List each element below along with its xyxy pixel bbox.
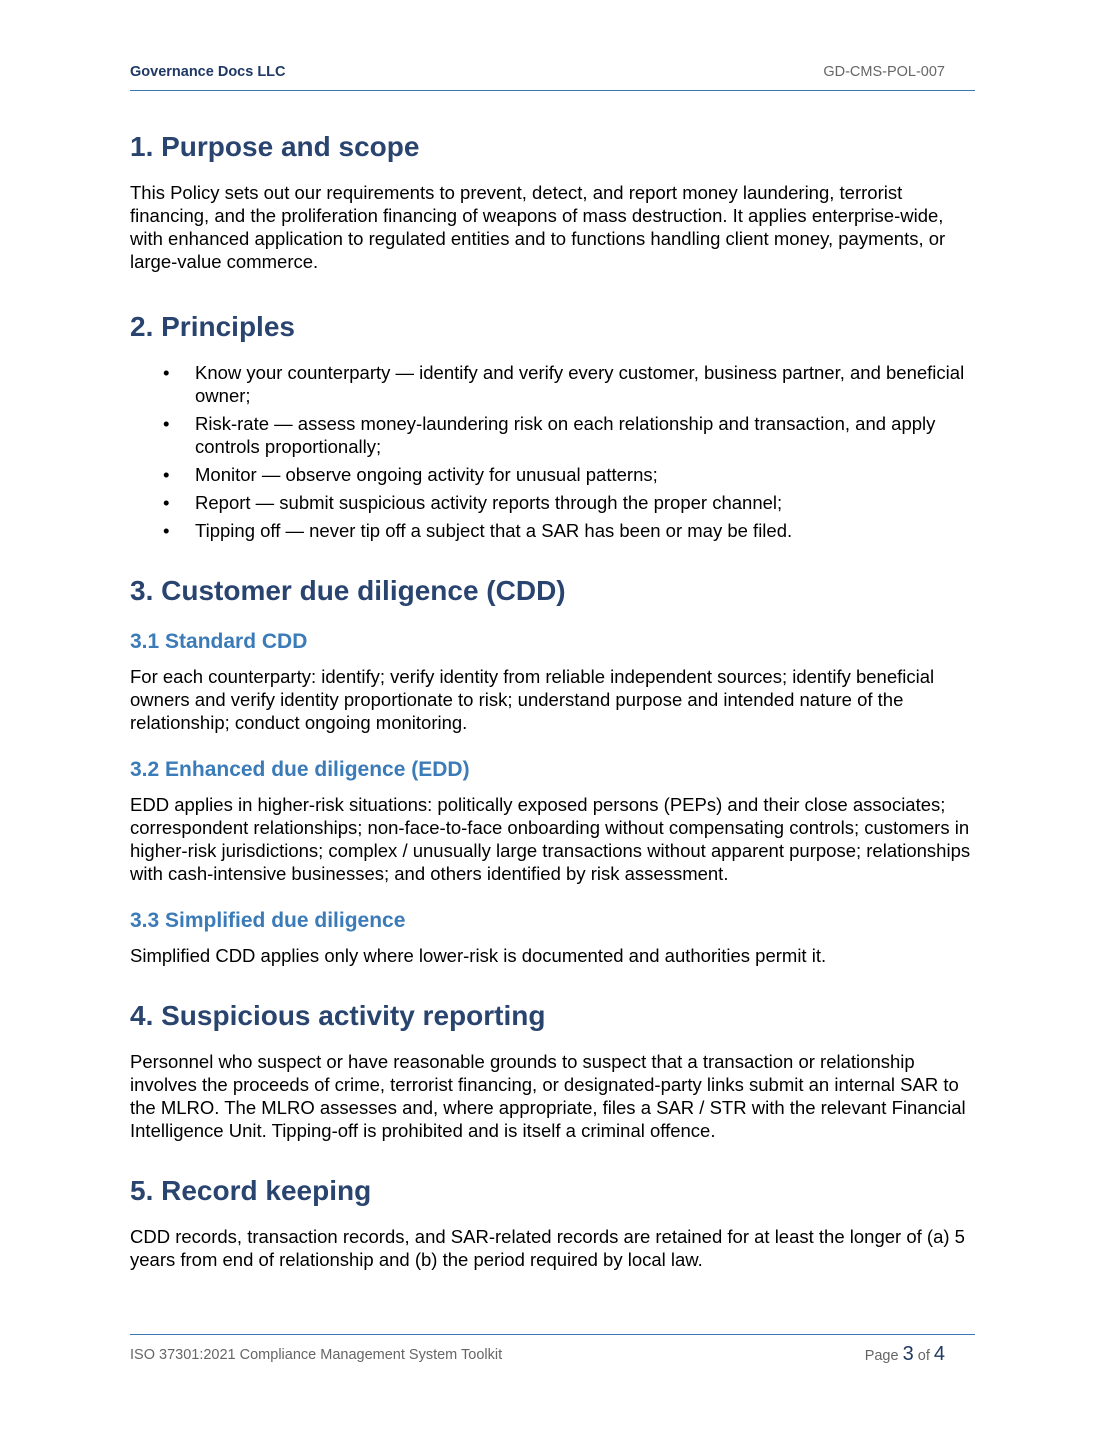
list-item xyxy=(130,519,975,542)
document-id: GD-CMS-POL-007 xyxy=(823,64,945,80)
principles-list xyxy=(130,361,975,542)
section-heading-purpose: 1. Purpose and scope xyxy=(130,131,420,162)
list-item-text: Monitor — observe ongoing activity for unusual patterns; xyxy=(195,464,658,485)
list-item-text: Tipping off — never tip off a subject that a SAR has been or may be filed. xyxy=(195,520,793,541)
list-item-text: Report — submit suspicious activity reports through the proper channel; xyxy=(195,492,783,513)
list-item xyxy=(130,361,975,407)
section-heading-records: 5. Record keeping xyxy=(130,1175,372,1206)
section-heading-cdd: 3. Customer due diligence (CDD) xyxy=(130,575,566,606)
standard-cdd-paragraph: For each counterparty: identify; verify identity from reliable independent sources; identify beneficial owners and verify identity proportionate to risk; understand purpose and intended nature of the relationship; conduct ongoing monitoring. xyxy=(130,666,935,733)
page-label: Page xyxy=(864,1348,899,1364)
document-body xyxy=(130,128,975,1271)
subheading-standard-cdd: 3.1 Standard CDD xyxy=(130,630,308,653)
bullet-glyph: • xyxy=(163,520,170,541)
page-footer xyxy=(130,1334,975,1365)
toolkit-name: ISO 37301:2021 Compliance Management System Toolkit xyxy=(130,1347,503,1363)
subheading-enhanced-dd: 3.2 Enhanced due diligence (EDD) xyxy=(130,758,470,781)
company-name: Governance Docs LLC xyxy=(130,64,286,80)
simplified-dd-paragraph: Simplified CDD applies only where lower-risk is documented and authorities permit it. xyxy=(130,945,827,966)
records-paragraph: CDD records, transaction records, and SAR-related records are retained for at least the longer of (a) 5 years from end of relationship and (b) the period required by local law. xyxy=(130,1226,965,1270)
page-total: 4 xyxy=(933,1343,945,1365)
bullet-glyph: • xyxy=(163,492,170,513)
purpose-paragraph: This Policy sets out our requirements to prevent, detect, and report money laundering, terrorist financing, and the proliferation financing of weapons of mass destruction. It applies enterprise-wide, with enhanced application to regulated entities and to functions handling client money, payments, or large-value commerce. xyxy=(130,182,946,272)
bullet-glyph: • xyxy=(163,464,170,485)
list-item-text: Know your counterparty — identify and verify every customer, business partner, and beneficial owner; xyxy=(195,362,965,406)
section-heading-sar: 4. Suspicious activity reporting xyxy=(130,1000,546,1031)
list-item xyxy=(130,412,975,458)
bullet-glyph: • xyxy=(163,413,170,434)
list-item-text: Risk-rate — assess money-laundering risk on each relationship and transaction, and apply controls proportionally; xyxy=(195,413,936,457)
subheading-simplified-dd: 3.3 Simplified due diligence xyxy=(130,909,406,932)
list-item xyxy=(130,491,975,514)
of-label: of xyxy=(917,1348,930,1364)
sar-paragraph: Personnel who suspect or have reasonable grounds to suspect that a transaction or relationship involves the proceeds of crime, terrorist financing, or designated-party links submit an internal SAR to the MLRO. The MLRO assesses and, where appropriate, files a SAR / STR with the relevant Financial Intelligence Unit. Tipping-off is prohibited and is itself a criminal offence. xyxy=(130,1051,966,1141)
page-number xyxy=(865,1343,945,1366)
list-item xyxy=(130,463,975,486)
section-heading-principles: 2. Principles xyxy=(130,311,295,342)
page-header xyxy=(130,64,975,91)
page-current: 3 xyxy=(902,1343,914,1365)
bullet-glyph: • xyxy=(163,362,170,383)
enhanced-dd-paragraph: EDD applies in higher-risk situations: politically exposed persons (PEPs) and their close associates; correspondent relationships; non-face-to-face onboarding without compensating controls; customers in higher-risk jurisdictions; complex / unusually large transactions without apparent purpose; relationships with cash-intensive businesses; and others identified by risk assessment. xyxy=(130,794,971,884)
